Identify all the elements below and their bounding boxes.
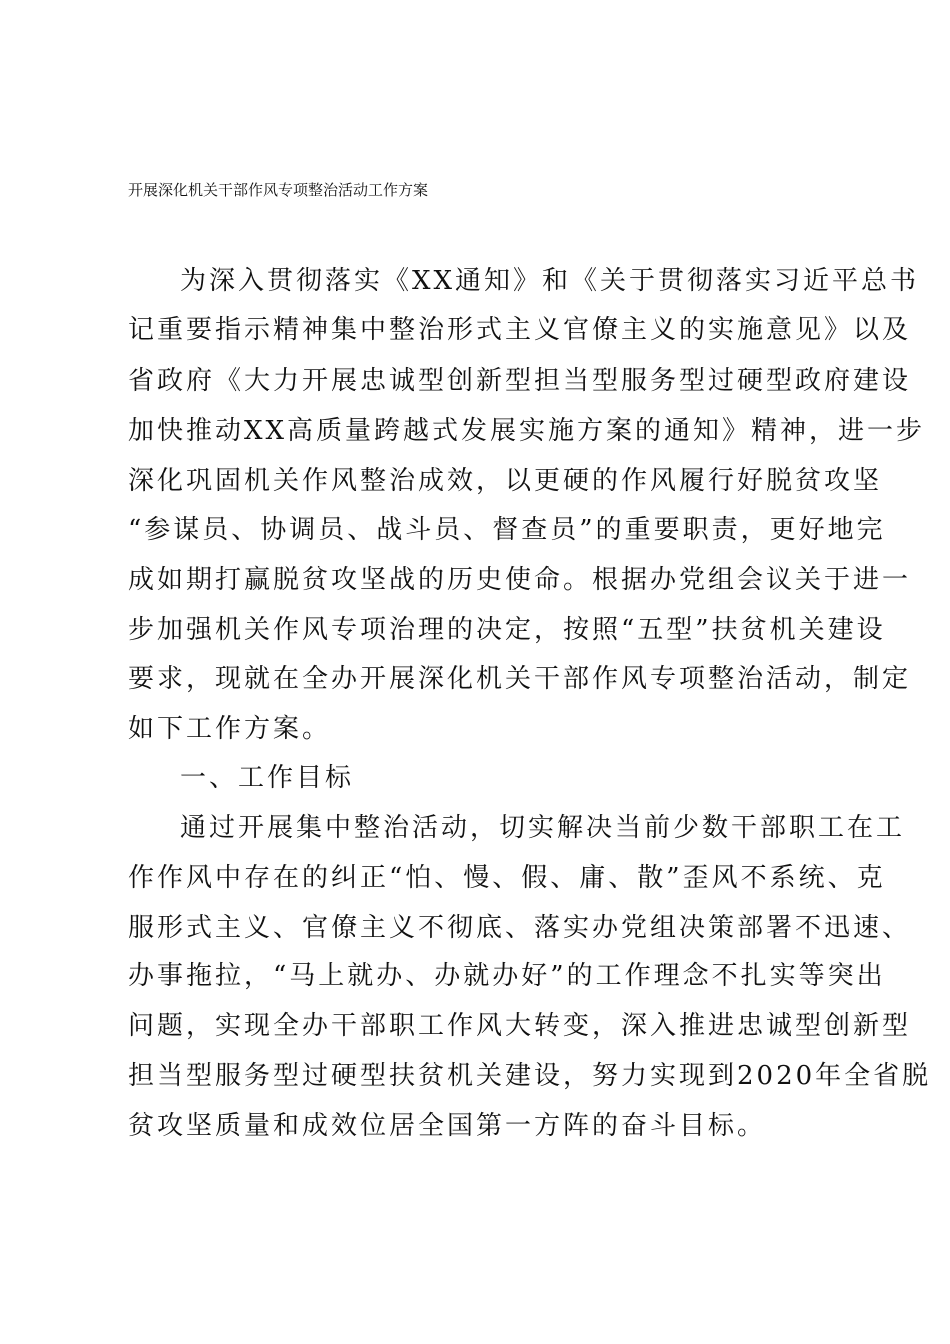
paragraph-line: 办事拖拉，“马上就办、办就办好”的工作理念不扎实等突出 xyxy=(128,961,886,991)
paragraph-line: 贫攻坚质量和成效位居全国第一方阵的奋斗目标。 xyxy=(128,1111,767,1141)
paragraph-line: 担当型服务型过硬型扶贫机关建设，努力实现到2020年全省脱 xyxy=(128,1061,932,1091)
paragraph-line: 省政府《大力开展忠诚型创新型担当型服务型过硬型政府建设 xyxy=(128,366,912,396)
paragraph-line: 步加强机关作风专项治理的决定，按照“五型”扶贫机关建设 xyxy=(128,615,886,645)
paragraph-line: 问题，实现全办干部职工作风大转变，深入推进忠诚型创新型 xyxy=(128,1011,912,1041)
paragraph-line: 加快推动XX高质量跨越式发展实施方案的通知》精神，进一步 xyxy=(128,416,926,446)
document-title: 开展深化机关干部作风专项整治活动工作方案 xyxy=(128,181,429,199)
paragraph-line: 记重要指示精神集中整治形式主义官僚主义的实施意见》以及 xyxy=(128,315,912,345)
paragraph-line: 服形式主义、官僚主义不彻底、落实办党组决策部署不迅速、 xyxy=(128,913,912,943)
paragraph-line: 作作风中存在的纠正“怕、慢、假、庸、散”歪风不系统、克 xyxy=(128,863,886,893)
paragraph-line: 深化巩固机关作风整治成效，以更硬的作风履行好脱贫攻坚 xyxy=(128,466,883,496)
paragraph-line: “参谋员、协调员、战斗员、督查员”的重要职责，更好地完 xyxy=(128,515,886,545)
section-heading: 一、工作目标 xyxy=(180,763,355,793)
paragraph-line: 通过开展集中整治活动，切实解决当前少数干部职工在工 xyxy=(180,813,906,843)
paragraph-line: 如下工作方案。 xyxy=(128,714,332,744)
paragraph-line: 为深入贯彻落实《XX通知》和《关于贯彻落实习近平总书 xyxy=(180,266,920,296)
paragraph-line: 要求，现就在全办开展深化机关干部作风专项整治活动，制定 xyxy=(128,664,912,694)
paragraph-line: 成如期打赢脱贫攻坚战的历史使命。根据办党组会议关于进一 xyxy=(128,565,912,595)
